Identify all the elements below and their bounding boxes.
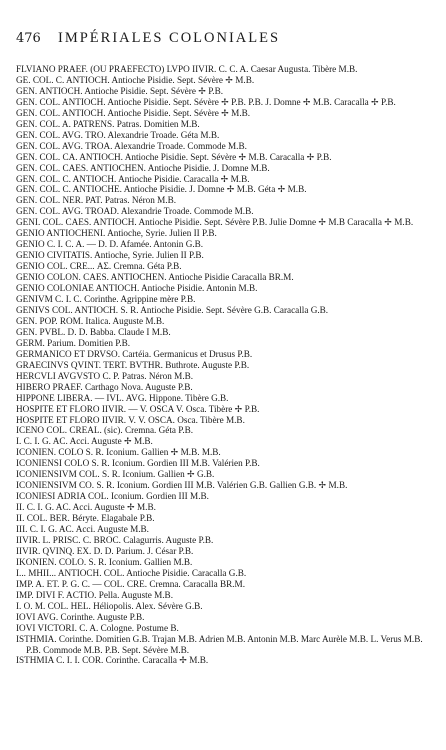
legend-entry: GENIO ANTIOCHENI. Antioche, Syrie. Julien II P.B. (16, 228, 217, 239)
legend-entry: GEN. PVBL. D. D. Babba. Claude I M.B. (16, 326, 171, 337)
legend-entry: I. C. I. G. AC. Acci. Auguste ✢ M.B. (16, 436, 153, 447)
legend-entry: GENIO C. I. C. A. — D. D. Afamée. Antonin G.B. (16, 239, 204, 250)
legend-entry: ICONIENSIVM COL. S. R. Iconium. Gallien ✢ G.B. (16, 469, 215, 480)
legend-entry: FLVIANO PRAEF. (OU PRAEFECTO) LVPO IIVIR. C. C. A. Caesar Augusta. Tibère M.B. (16, 64, 358, 74)
legend-entry: I. O. M. COL. HEL. Héliopolis. Alex. Sévère G.B. (16, 600, 203, 611)
legend-entry: GENIVS COL. ANTIOCH. S. R. Antioche Pisidie. Sept. Sévère G.B. Caracalla G.B. (16, 304, 329, 315)
legend-entry: GEN. COL. ANTIOCH. Antioche Pisidie. Sept. Sévère ✢ P.B. P.B. J. Domne ✢ M.B. Caracalla ✢ P.B. (16, 96, 396, 107)
legend-entry: HIBERO PRAEF. Carthago Nova. Auguste P.B. (16, 381, 193, 392)
legend-entry: IOVI AVG. Corinthe. Auguste P.B. (16, 611, 145, 622)
legend-entry: GENIVM C. I. C. Corinthe. Agrippine mère P.B. (16, 294, 196, 305)
legend-entry: HOSPITE ET FLORO IIVIR. — V. OSCA V. Osca. Tibère ✢ P.B. (16, 403, 260, 414)
legend-entry: ICENO COL. CREAL. (sic). Cremna. Géta P.B. (16, 425, 194, 436)
legend-entry: III. C. I. G. AC. Acci. Auguste M.B. (16, 524, 149, 535)
legend-entry: I... MHII... ANTIOCH. COL. Antioche Pisidie. Caracalla G.B. (16, 567, 247, 578)
legend-entry: GEN. COL. AVG. TRO. Alexandrie Troade. Géta M.B. (16, 129, 220, 140)
legend-entry: IOVI VICTORI. C. A. Cologne. Postume B. (16, 622, 179, 633)
legend-entry: GERMANICO ET DRVSO. Cartéia. Germanicus et Drusus P.B. (16, 348, 253, 359)
legend-entry: GEN. COL. NER. PAT. Patras. Néron M.B. (16, 195, 177, 206)
legend-entry: IKONIEN. COLO. S. R. Iconium. Gallien M.B. (16, 556, 193, 567)
legend-entry: IIVIR. QVINQ. EX. D. D. Parium. J. César P.B. (16, 545, 194, 556)
legend-entry: II. C. I. G. AC. Acci. Auguste ✢ M.B. (16, 502, 156, 513)
page-number: 476 (16, 31, 41, 46)
legend-entry: GEN. COL. C. ANTIOCHE. Antioche Pisidie. J. Domne ✢ M.B. Géta ✢ M.B. (16, 184, 307, 195)
legend-entry: GEN. COL. AVG. TROAD. Alexandrie Troade. Commode M.B. (16, 206, 254, 217)
legend-entry: ICONIEN. COLO S. R. Iconium. Gallien ✢ M.B. M.B. (16, 447, 221, 458)
legend-entry: IMP. DIVI F. ACTIO. Pella. Auguste M.B. (16, 589, 173, 600)
legend-entry: GEN. COL. CA. ANTIOCH. Antioche Pisidie. Sept. Sévère ✢ M.B. Caracalla ✢ P.B. (16, 151, 332, 162)
legend-entry: GEN. POP. ROM. Italica. Auguste M.B. (16, 315, 165, 326)
legend-entry: HIPPONE LIBERA. — IVL. AVG. Hippone. Tibère G.B. (16, 392, 229, 403)
legend-entry: GENI. COL. CAES. ANTIOCH. Antioche Pisidie. Sept. Sévère P.B. Julie Domne ✢ M.B Caracalla ✢ M.B. (16, 217, 414, 228)
legend-entry: II. COL. BER. Béryte. Elagabale P.B. (16, 513, 155, 524)
legend-entry: GENIO CIVITATIS. Antioche, Syrie. Julien II P.B. (16, 250, 204, 261)
legend-entry: GENIO COLON. CAES. ANTIOCHEN. Antioche Pisidie Caracalla BR.M. (16, 272, 294, 283)
legend-entry: GEN. COL. C. ANTIOCH. Antioche Pisidie. Caracalla ✢ M.B. (16, 173, 250, 184)
legend-entry: GERM. Parium. Domitien P.B. (16, 337, 131, 348)
legend-entry: GRAECINVS QVINT. TERT. BVTHR. Buthrote. Auguste P.B. (16, 359, 250, 370)
legend-entry: GENIO COL. CRE... ΑΣ. Cremna. Géta P.B. (16, 261, 182, 272)
legend-entry: ICONIENSIVM CO. S. R. Iconium. Gordien III M.B. Valérien G.B. Gallien G.B. ✢ M.B. (16, 480, 348, 491)
legend-entry: GEN. COL. AVG. TROA. Alexandrie Troade. Commode M.B. (16, 140, 247, 151)
legend-entry: HOSPITE ET FLORO IIVIR. V. V. OSCA. Osca. Tibère M.B. (16, 414, 245, 425)
legend-list (16, 64, 434, 666)
legend-entry: GEN. COL. A. PATRENS. Patras. Domitien M.B. (16, 118, 200, 129)
legend-entry: GEN. COL. ANTIOCH. Antioche Pisidie. Sept. Sévère ✢ M.B. (16, 107, 251, 118)
legend-entry: ISTHMIA. Corinthe. Domitien G.B. Trajan M.B. Adrien M.B. Antonin M.B. Marc Aurèle M.B. L. Verus M.B. P.B. Commode M.B. P.B. Sept. Sévère M.B. (16, 633, 423, 655)
page-header (16, 30, 434, 52)
legend-entry: IMP. A. ET. P. G. C. — COL. CRE. Cremna. Caracalla BR.M. (16, 578, 245, 589)
page-title: IMPÉRIALES COLONIALES (58, 30, 281, 46)
legend-entry: ISTHMIA C. I. I. COR. Corinthe. Caracalla ✢ M.B. (16, 655, 209, 666)
legend-entry: IIVIR. L. PRISC. C. BROC. Calagurris. Auguste P.B. (16, 534, 214, 545)
legend-entry: GE. COL. C. ANTIOCH. Antioche Pisidie. Sept. Sévère ✢ M.B. (16, 74, 255, 85)
legend-entry: GEN. ANTIOCH. Antioche Pisidie. Sept. Sévère ✢ P.B. (16, 85, 224, 96)
legend-entry: GEN. COL. CAES. ANTIOCHEN. Antioche Pisidie. J. Domne M.B. (16, 162, 270, 173)
legend-entry: HERCVLI AVGVSTO C. P. Patras. Néron M.B. (16, 370, 194, 381)
legend-entry: ICONIENSI COLO S. R. Iconium. Gordien III M.B. Valérien P.B. (16, 458, 260, 469)
legend-entry: GENIO COLONIAE ANTIOCH. Antioche Pisidie. Antonin M.B. (16, 283, 258, 294)
legend-entry: ICONIESI ADRIA COL. Iconium. Gordien III M.B. (16, 491, 209, 502)
